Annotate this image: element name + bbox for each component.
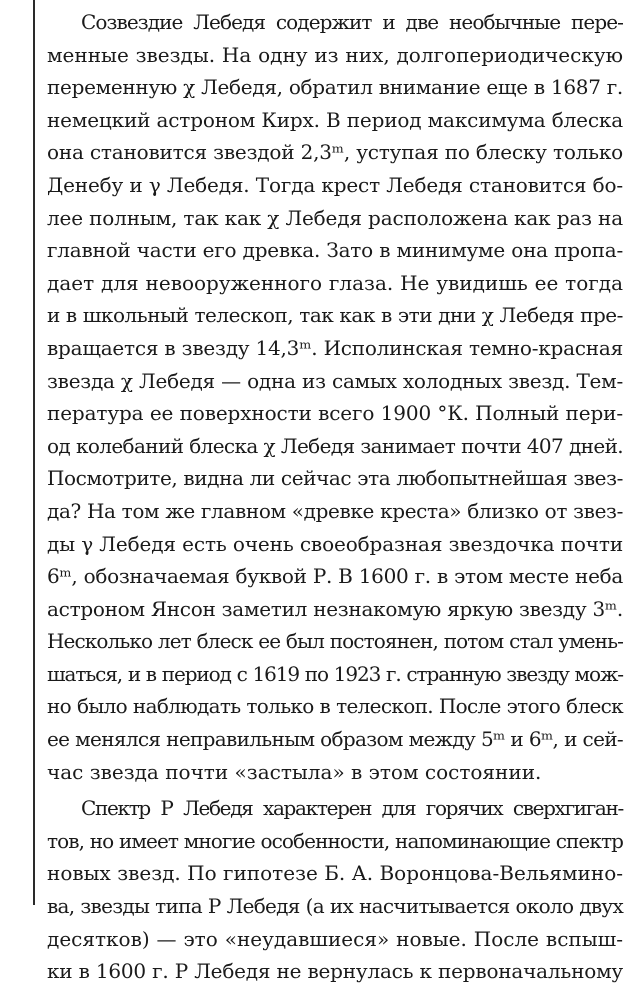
text-line: Денебу и γ Лебедя. Тогда крест Лебедя становится бо- (47, 172, 623, 197)
text-line: Созвездие Лебедя содержит и две необычные пере- (81, 10, 623, 34)
text-line: час звезда почти «застыла» в этом состоянии. (47, 759, 542, 784)
text-line: 6ᵐ, обозначаемая буквой Р. В 1600 г. в этом месте неба (47, 564, 623, 589)
text-line: ды γ Лебедя есть очень своеобразная звездочка почти (47, 531, 624, 556)
paragraph-p-cygni-spectrum (47, 792, 623, 988)
body-text (47, 6, 623, 988)
text-line: дает для невооруженного глаза. Не увидишь ее тогда (47, 270, 623, 295)
text-line: од колебаний блеска χ Лебедя занимает почти 407 дней. (47, 433, 623, 458)
text-line: вращается в звезду 14,3ᵐ. Исполинская темно-красная (47, 335, 623, 360)
text-line: пература ее поверхности всего 1900 °К. Полный пери- (47, 401, 623, 426)
text-line: десятков) — это «неудавшиеся» новые. После вспыш- (47, 926, 623, 951)
text-line: лее полным, так как χ Лебедя расположена как раз на (47, 205, 623, 230)
text-line: но было наблюдать только в телескоп. После этого блеск (47, 694, 623, 719)
text-line: и в школьный телескоп, так как в эти дни χ Лебедя пре- (47, 303, 623, 328)
text-line: Несколько лет блеск ее был постоянен, потом стал умень- (47, 629, 623, 654)
text-line: главной части его древка. Зато в минимуме она пропа- (47, 238, 623, 263)
text-line: ва, звезды типа Р Лебедя (а их насчитывается около двух (47, 894, 623, 919)
text-line: менные звезды. На одну из них, долгопериодическую (47, 42, 623, 67)
text-line: новых звезд. По гипотезе Б. А. Воронцова-Вельямино- (47, 861, 623, 886)
text-line: немецкий астроном Кирх. В период максимума блеска (47, 107, 623, 132)
text-line: ки в 1600 г. Р Лебедя не вернулась к первоначальному (47, 959, 623, 984)
text-line: тов, но имеет многие особенности, напоминающие спектр (47, 828, 623, 853)
paragraph-variable-stars (47, 6, 623, 788)
text-line: ее менялся неправильным образом между 5ᵐ и 6ᵐ, и сей- (47, 727, 623, 752)
text-line: Спектр Р Лебедя характерен для горячих сверхгиган- (81, 796, 623, 821)
text-line: шаться, и в период с 1619 по 1923 г. странную звезду мож- (47, 661, 623, 686)
text-line: звезда χ Лебедя — одна из самых холодных звезд. Тем- (47, 368, 623, 393)
margin-rule (33, 0, 35, 905)
text-line: Посмотрите, видна ли сейчас эта любопытнейшая звез- (47, 466, 623, 491)
text-line: переменную χ Лебедя, обратил внимание еще в 1687 г. (47, 75, 623, 100)
text-line: она становится звездой 2,3ᵐ, уступая по блеску только (47, 140, 623, 165)
text-line: да? На том же главном «древке креста» близко от звез- (47, 498, 623, 523)
text-line: астроном Янсон заметил незнакомую яркую звезду 3ᵐ. (47, 596, 623, 621)
